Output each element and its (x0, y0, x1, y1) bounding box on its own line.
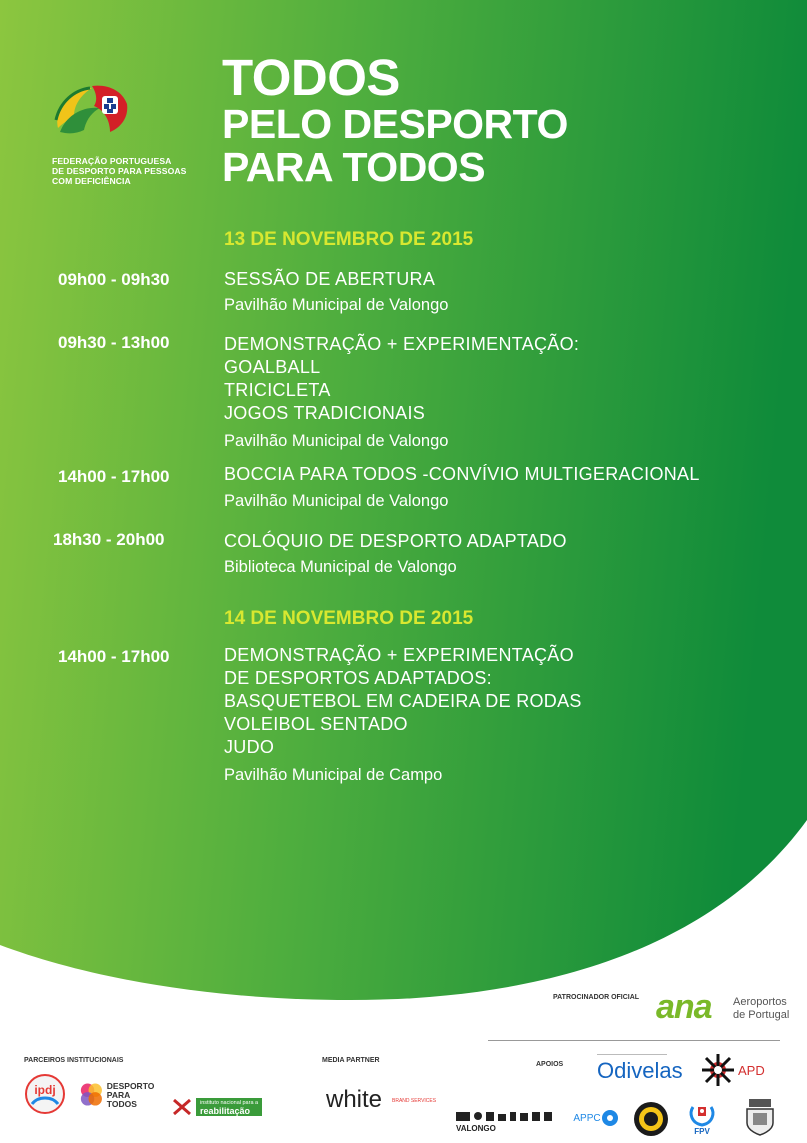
event-venue: Pavilhão Municipal de Valongo (224, 432, 449, 450)
valongo-text: VALONGO (456, 1123, 496, 1133)
event-venue: Pavilhão Municipal de Campo (224, 766, 443, 784)
desporto-para-todos-logo (78, 1078, 160, 1112)
federation-name-line-3: COM DEFICIÊNCIA (52, 176, 131, 186)
title-line-2: PELO DESPORTO (222, 101, 568, 147)
day2-date: 14 DE NOVEMBRO DE 2015 (224, 608, 474, 629)
apd-logo (700, 1050, 772, 1090)
odivelas-logo: Odivelas (597, 1058, 683, 1083)
ipdj-icon (24, 1072, 66, 1118)
appc-logo (566, 1100, 626, 1136)
event-time: 09h00 - 09h30 (58, 270, 170, 289)
event-activity: VOLEIBOL SENTADO (224, 714, 408, 734)
event-activity: JUDO (224, 737, 275, 757)
dpt-line-1: DESPORTO (106, 1080, 155, 1091)
partners-label: PARCEIROS INSTITUCIONAIS (24, 1057, 124, 1064)
day1-date: 13 DE NOVEMBRO DE 2015 (224, 229, 474, 250)
event-activity: COLÓQUIO DE DESPORTO ADAPTADO (224, 531, 567, 551)
event-activity: GOALBALL (224, 357, 321, 377)
event-time: 14h00 - 17h00 (58, 467, 170, 486)
event-activity: BASQUETEBOL EM CADEIRA DE RODAS (224, 691, 582, 711)
event-venue: Biblioteca Municipal de Valongo (224, 558, 457, 576)
event-activity: TRICICLETA (224, 380, 331, 400)
white-sub: BRAND SERVICES (392, 1098, 437, 1104)
federation-name-line-1: FEDERAÇÃO PORTUGUESA (52, 156, 172, 166)
apd-star-icon (700, 1052, 736, 1088)
ipdj-logo (24, 1072, 66, 1118)
event-activity: DEMONSTRAÇÃO + EXPERIMENTAÇÃO: (224, 334, 580, 354)
event-venue: Pavilhão Municipal de Valongo (224, 492, 449, 510)
inr-logo (172, 1095, 284, 1119)
ana-logo: ana (656, 988, 712, 1026)
judo-badge-icon (632, 1100, 670, 1138)
inr-symbol-icon (172, 1098, 192, 1116)
title-line-1: TODOS (222, 49, 400, 106)
ana-subtitle-1: Aeroportos (733, 996, 787, 1008)
event-activity: DE DESPORTOS ADAPTADOS: (224, 668, 492, 688)
valongo-logo (456, 1108, 556, 1134)
municipal-crest-logo (740, 1096, 780, 1138)
odivelas-rule (597, 1054, 667, 1055)
white-logo: white (326, 1086, 383, 1113)
media-partner-label: MEDIA PARTNER (322, 1057, 380, 1064)
valongo-pictograms-icon (456, 1110, 554, 1122)
federation-logo (52, 80, 132, 150)
dpt-line-2: PARA TODOS (106, 1089, 137, 1109)
sponsor-label: PATROCINADOR OFICIAL (553, 994, 640, 1001)
event-activity: BOCCIA PARA TODOS -CONVÍVIO MULTIGERACIONAL (224, 464, 700, 484)
fpv-text: FPV (694, 1126, 710, 1136)
federation-name-line-2: DE DESPORTO PARA PESSOAS (52, 166, 187, 176)
event-activity: JOGOS TRADICIONAIS (224, 403, 426, 423)
event-time: 14h00 - 17h00 (58, 647, 170, 666)
appc-text: APPC (573, 1112, 601, 1124)
apd-text: APD (738, 1062, 765, 1078)
event-activity: DEMONSTRAÇÃO + EXPERIMENTAÇÃO (224, 645, 574, 665)
crest-icon (743, 1097, 777, 1137)
judo-federation-logo (632, 1100, 670, 1138)
inr-line-1: instituto nacional para a (200, 1100, 259, 1106)
fpv-logo (682, 1100, 722, 1138)
fpv-emblem-icon (687, 1103, 717, 1127)
colorful-dots-icon (78, 1080, 105, 1110)
support-label: APOIOS (536, 1061, 564, 1068)
event-activity: SESSÃO DE ABERTURA (224, 269, 436, 289)
inr-line-2: reabilitação (200, 1106, 251, 1116)
title-line-3: PARA TODOS (222, 144, 486, 190)
ipdj-text: ipdj (34, 1083, 56, 1097)
footer-divider (488, 1040, 780, 1041)
event-time: 18h30 - 20h00 (53, 530, 165, 549)
event-venue: Pavilhão Municipal de Valongo (224, 296, 449, 314)
ana-subtitle-2: de Portugal (733, 1009, 790, 1021)
appc-hex-icon (601, 1109, 619, 1127)
event-time: 09h30 - 13h00 (58, 333, 170, 352)
